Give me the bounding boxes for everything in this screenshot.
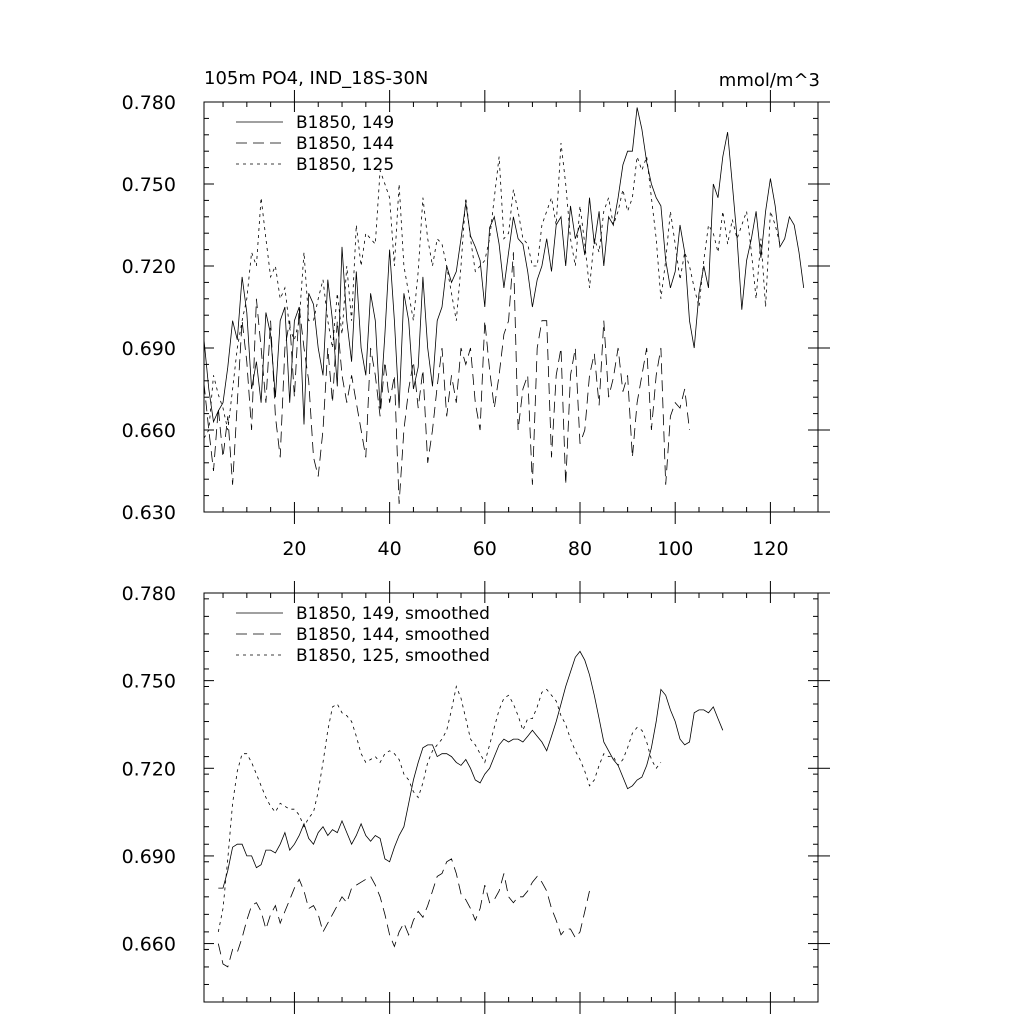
legend-label: B1850, 125, smoothed: [296, 646, 490, 666]
x-tick-label: 120: [752, 538, 789, 560]
y-tick-label: 0.690: [121, 338, 176, 360]
x-tick-label: 40: [377, 538, 402, 560]
series-layer: [204, 108, 804, 504]
x-tick-label: 100: [657, 538, 694, 560]
series-line: [218, 859, 589, 967]
x-tick-label: 80: [567, 538, 593, 560]
legend-label: B1850, 144, smoothed: [296, 625, 490, 645]
axes: [122, 90, 830, 560]
y-tick-label: 0.780: [121, 92, 176, 114]
y-tick-label: 0.720: [121, 758, 176, 781]
y-tick-label: 0.660: [121, 933, 176, 956]
series-line: [218, 687, 661, 932]
x-tick-label: 60: [472, 538, 497, 560]
series-line: [218, 651, 723, 888]
y-tick-label: 0.690: [121, 845, 176, 868]
top-panel: [122, 68, 830, 560]
y-tick-label: 0.720: [121, 256, 176, 278]
y-tick-label: 0.630: [121, 502, 176, 524]
legend: [236, 113, 394, 175]
y-tick-label: 0.750: [121, 174, 176, 196]
units-label: mmol/m^3: [718, 70, 820, 91]
legend: [236, 604, 490, 666]
legend-label: B1850, 149: [296, 113, 395, 133]
y-tick-label: 0.750: [121, 670, 176, 693]
y-tick-label: 0.660: [121, 420, 176, 442]
legend-label: B1850, 149, smoothed: [296, 604, 490, 624]
series-line: [204, 108, 804, 425]
chart-title: 105m PO4, IND_18S-30N: [204, 68, 429, 89]
series-layer: [218, 651, 723, 967]
y-tick-label: 0.780: [121, 583, 176, 605]
x-tick-label: 20: [282, 538, 307, 560]
legend-label: B1850, 144: [296, 134, 395, 154]
legend-label: B1850, 125: [296, 155, 395, 175]
bottom-panel: [122, 581, 830, 1014]
